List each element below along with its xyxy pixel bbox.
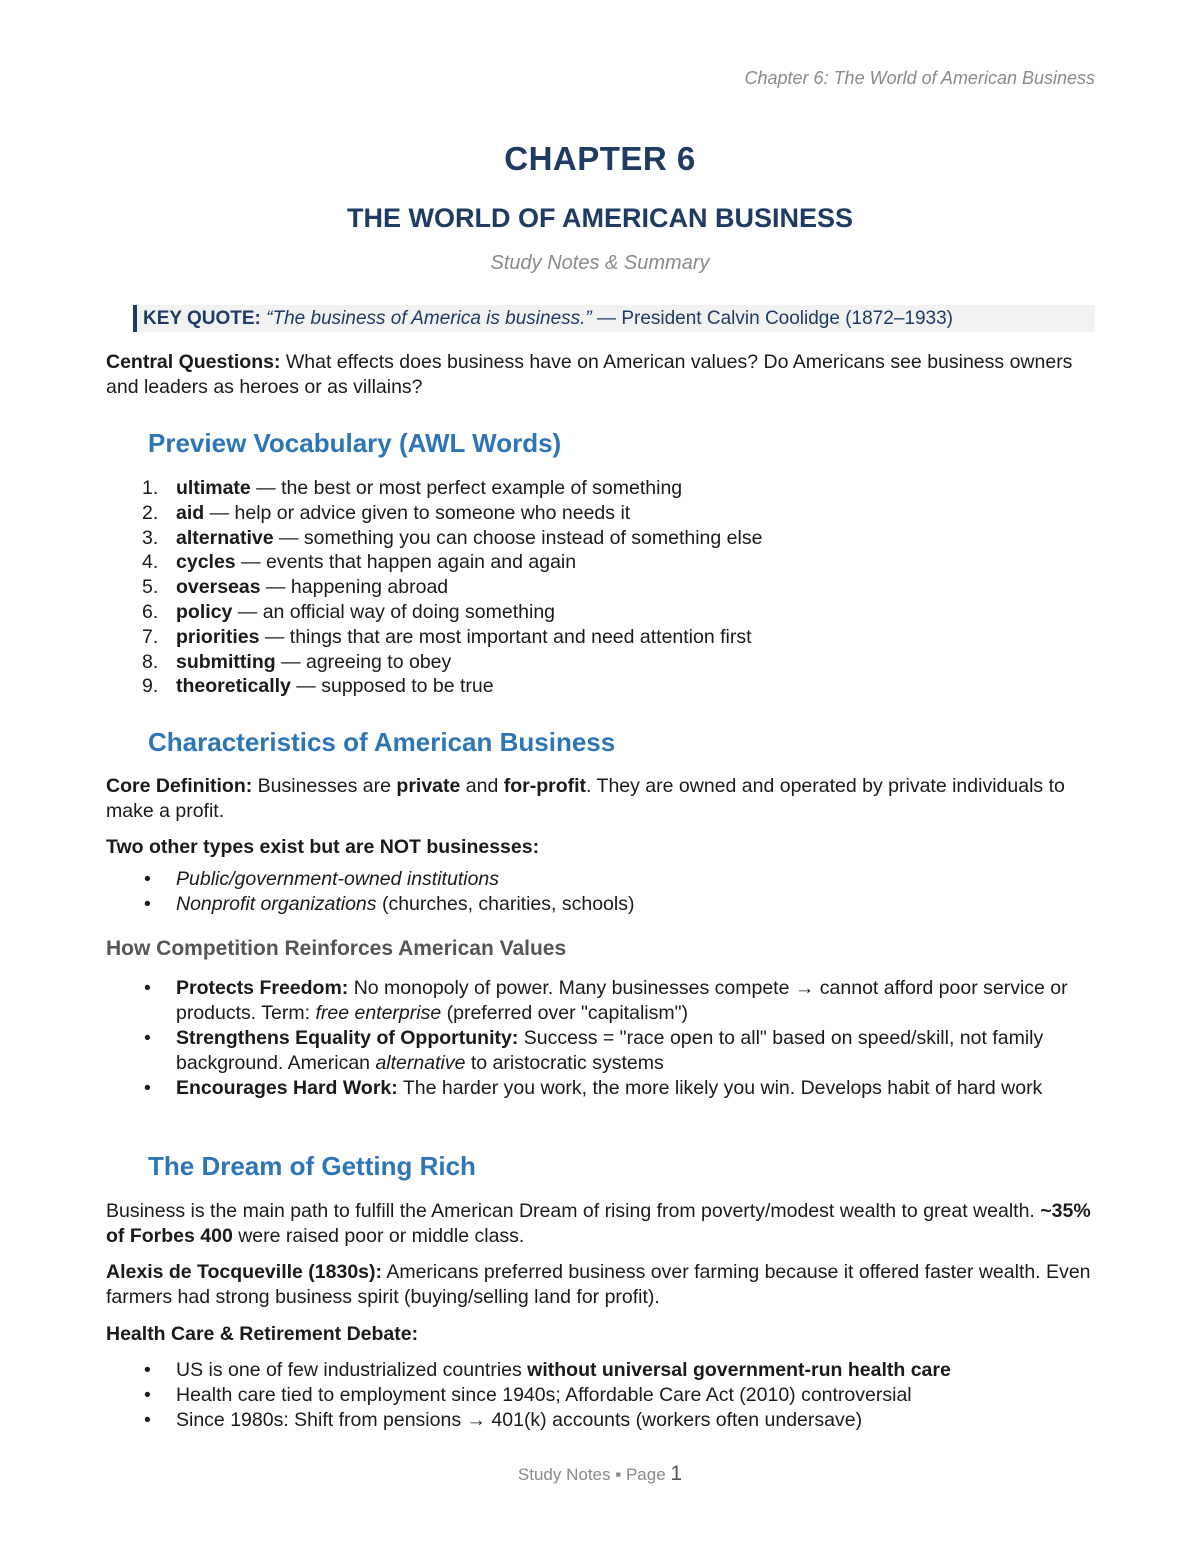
text-run: Success = "race open to all" based on speed/skill, not family background. American <box>176 1027 1044 1074</box>
page-footer <box>0 1462 1200 1486</box>
vocab-item <box>106 476 1096 501</box>
bold-term: for-profit <box>503 775 587 797</box>
vocab-number: 1. <box>142 477 159 499</box>
italic-text: Nonprofit organizations <box>176 893 377 915</box>
vocab-term: priorities <box>176 625 260 648</box>
vocab-term: theoretically <box>176 675 291 698</box>
vocab-definition: — things that are most important and need attention first <box>259 625 752 648</box>
key-quote-label: KEY QUOTE: <box>143 308 261 329</box>
vocab-item <box>106 575 1096 600</box>
bullet-label: Protects Freedom: <box>176 977 349 999</box>
bold-term: without universal government-run health care <box>527 1359 951 1381</box>
vocab-item <box>106 526 1096 551</box>
text-run: (preferred over "capitalism") <box>441 1002 689 1024</box>
vocab-number: 3. <box>142 526 159 549</box>
italic-text: alternative <box>375 1052 466 1074</box>
core-definition <box>106 774 1096 824</box>
vocab-item <box>106 550 1096 575</box>
vocab-definition: — an official way of doing something <box>232 600 556 623</box>
characteristics-heading: Characteristics of American Business <box>148 727 616 757</box>
vocab-number: 2. <box>142 501 159 524</box>
text-run: and <box>460 775 504 797</box>
list-item <box>106 1408 1096 1433</box>
central-questions-label: Central Questions: <box>106 351 281 373</box>
bold-term: private <box>396 775 461 797</box>
vocab-item <box>106 600 1096 625</box>
vocab-definition: — the best or most perfect example of something <box>250 477 683 499</box>
bullet-label: Strengthens Equality of Opportunity: <box>176 1027 519 1049</box>
debate-list <box>106 1358 1096 1433</box>
italic-text: Public/government-owned institutions <box>176 868 500 890</box>
chapter-title: CHAPTER 6 <box>504 140 696 177</box>
key-quote-box <box>133 305 1095 332</box>
competition-list <box>106 976 1096 1101</box>
vocab-item <box>106 625 1096 650</box>
text-run: Business is the main path to fulfill the American Dream of rising from poverty/modest wealth to great wealth. <box>106 1200 1041 1222</box>
vocab-definition: — events that happen again and again <box>235 551 577 574</box>
central-questions-text: What effects does business have on American values? Do Americans see business owners and leaders as heroes or as villains? <box>106 351 1073 398</box>
vocab-term: policy <box>176 600 233 623</box>
vocab-number: 5. <box>142 576 159 599</box>
running-header: Chapter 6: The World of American Business <box>744 68 1095 88</box>
text-run: Health care tied to employment since 1940s; Affordable Care Act (2010) controversial <box>176 1384 912 1406</box>
list-item <box>106 976 1096 1026</box>
dream-paragraph <box>106 1199 1096 1249</box>
text-run: (churches, charities, schools) <box>376 893 635 915</box>
italic-text: free enterprise <box>315 1002 442 1024</box>
list-item <box>106 1026 1096 1076</box>
vocab-definition: — help or advice given to someone who needs it <box>204 501 631 524</box>
other-types-list <box>106 867 1096 917</box>
list-item <box>106 1076 1096 1101</box>
vocab-item <box>106 674 1096 699</box>
text-run: Businesses are <box>252 775 397 797</box>
text-run: . They are owned and operated by private individuals to make a profit. <box>106 775 1065 822</box>
vocab-definition: — something you can choose instead of something else <box>273 526 763 549</box>
bold-term: ~35% of Forbes 400 <box>106 1200 1091 1247</box>
page-number: 1 <box>670 1462 683 1485</box>
vocab-list <box>106 476 1096 699</box>
other-types-heading: Two other types exist but are NOT businesses: <box>106 836 540 858</box>
central-questions <box>106 350 1096 400</box>
list-item <box>106 867 1096 892</box>
key-quote-text: “The business of America is business.” <box>266 308 592 329</box>
vocab-term: ultimate <box>176 477 251 499</box>
chapter-subtitle: THE WORLD OF AMERICAN BUSINESS <box>347 203 853 233</box>
debate-label <box>106 1322 1096 1347</box>
vocab-item <box>106 501 1096 526</box>
vocab-number: 9. <box>142 675 159 698</box>
vocab-definition: — happening abroad <box>260 576 449 599</box>
vocab-number: 4. <box>142 551 159 574</box>
vocab-definition: — supposed to be true <box>290 675 494 698</box>
vocab-definition: — agreeing to obey <box>275 650 452 673</box>
text-run: to aristocratic systems <box>465 1052 664 1074</box>
vocab-term: overseas <box>176 576 261 599</box>
list-item <box>106 892 1096 917</box>
dream-heading: The Dream of Getting Rich <box>148 1151 476 1181</box>
text-run: Since 1980s: Shift from pensions → 401(k) accounts (workers often undersave) <box>176 1409 863 1431</box>
competition-heading: How Competition Reinforces American Values <box>106 937 567 960</box>
vocab-number: 7. <box>142 625 159 648</box>
vocab-term: cycles <box>176 551 236 574</box>
key-quote-attribution: — President Calvin Coolidge (1872–1933) <box>591 308 953 329</box>
vocab-term: submitting <box>176 650 276 673</box>
vocab-number: 8. <box>142 650 159 673</box>
text-run: were raised poor or middle class. <box>232 1225 525 1247</box>
debate-heading: Health Care & Retirement Debate: <box>106 1323 419 1345</box>
other-types-label <box>106 835 1096 860</box>
vocab-term: aid <box>176 501 205 524</box>
chapter-tagline: Study Notes & Summary <box>490 252 710 274</box>
text-run: No monopoly of power. Many businesses compete → cannot afford poor service or products. Term: <box>176 977 1068 1024</box>
tocqueville-label: Alexis de Tocqueville (1830s): <box>106 1261 382 1283</box>
text-run: Americans preferred business over farming because it offered faster wealth. Even farmers had strong business spirit (buying/selling land for profit). <box>106 1261 1091 1308</box>
footer-label: Study Notes ▪ Page <box>517 1465 671 1484</box>
list-item <box>106 1358 1096 1383</box>
core-definition-label: Core Definition: <box>106 775 253 797</box>
bullet-label: Encourages Hard Work: <box>176 1077 398 1099</box>
vocab-item <box>106 650 1096 675</box>
vocab-heading: Preview Vocabulary (AWL Words) <box>148 428 562 458</box>
tocqueville-paragraph <box>106 1260 1096 1310</box>
vocab-term: alternative <box>176 526 274 549</box>
text-run: US is one of few industrialized countries <box>176 1359 528 1381</box>
list-item <box>106 1383 1096 1408</box>
text-run: The harder you work, the more likely you win. Develops habit of hard work <box>397 1077 1043 1099</box>
vocab-number: 6. <box>142 600 159 623</box>
